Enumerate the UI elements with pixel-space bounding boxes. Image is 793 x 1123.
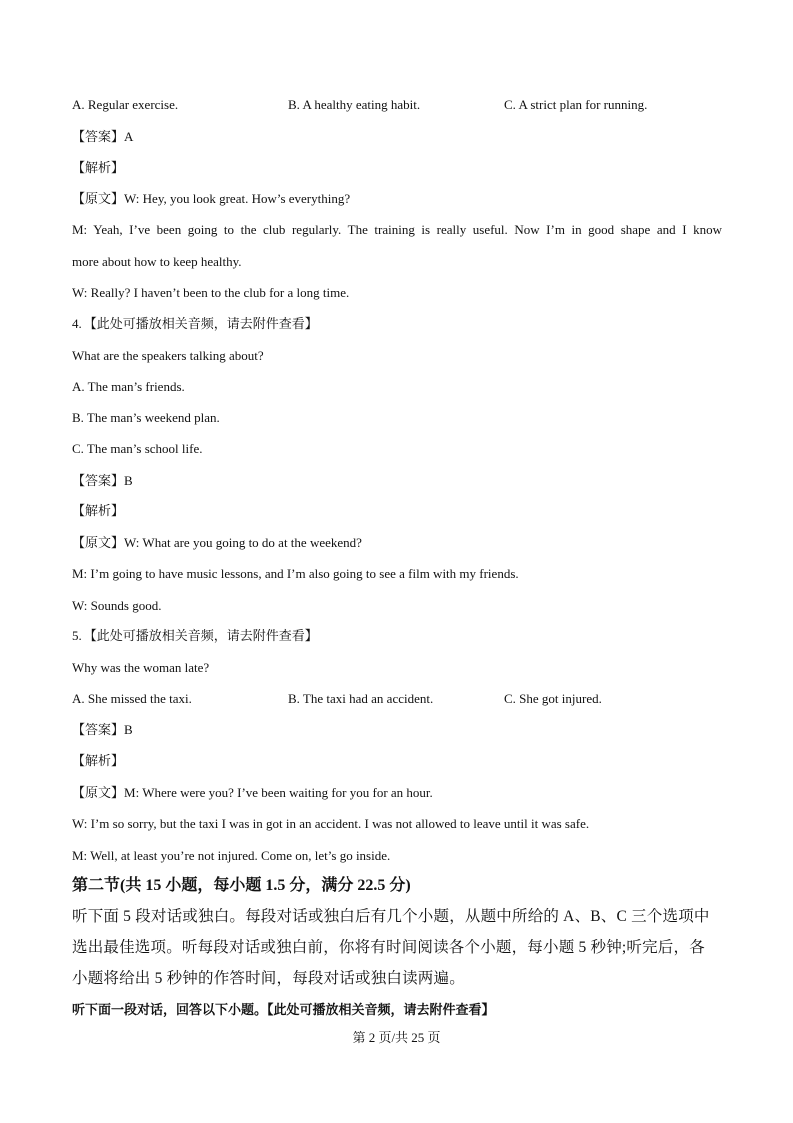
q4-transcript-line2: M: I’m going to have music lessons, and I’m also going to see a film with my friends. xyxy=(72,566,519,581)
q5-header xyxy=(72,628,318,644)
q5-option-b: B. The taxi had an accident. xyxy=(288,691,434,706)
q5-question: Why was the woman late? xyxy=(72,660,210,675)
q4-option-a: A. The man’s friends. xyxy=(72,379,185,394)
q3-option-c: C. A strict plan for running. xyxy=(504,97,648,112)
q4-option-b: B. The man’s weekend plan. xyxy=(72,410,220,425)
q5-answer: 【答案】B xyxy=(72,722,133,737)
q4-transcript-line1: 【原文】W: What are you going to do at the weekend? xyxy=(72,535,362,550)
page-number-footer: 第 2 页/共 25 页 xyxy=(352,1030,441,1045)
q3-option-b: B. A healthy eating habit. xyxy=(288,97,421,112)
q4-analysis-label: 【解析】 xyxy=(72,503,125,518)
q5-option-a: A. She missed the taxi. xyxy=(72,691,192,706)
q4-audio-note: 【此处可播放相关音频，请去附件查看】 xyxy=(83,316,318,331)
q5-number: 5. xyxy=(72,628,82,643)
q4-transcript-line3: W: Sounds good. xyxy=(72,598,162,613)
q5-transcript-line3: M: Well, at least you’re not injured. Come on, let’s go inside. xyxy=(72,848,391,863)
q3-answer: 【答案】A xyxy=(72,129,134,144)
q3-option-a: A. Regular exercise. xyxy=(72,97,179,112)
q3-analysis-label: 【解析】 xyxy=(72,160,125,175)
q4-question: What are the speakers talking about? xyxy=(72,348,264,363)
section2-instruction-line3: 小题将给出 5 秒钟的作答时间，每段对话或独白读两遍。 xyxy=(72,970,465,987)
section2-instruction-line1: 听下面 5 段对话或独白。每段对话或独白后有几个小题，从题中所给的 A、B、C 三个选项中 xyxy=(72,908,710,925)
q4-number: 4. xyxy=(72,316,82,331)
q3-transcript-line4: W: Really? I haven’t been to the club for a long time. xyxy=(72,285,350,300)
q5-audio-note: 【此处可播放相关音频，请去附件查看】 xyxy=(83,628,318,643)
q5-option-c: C. She got injured. xyxy=(504,691,602,706)
section2-title: 第二节(共 15 小题，每小题 1.5 分，满分 22.5 分) xyxy=(72,877,411,894)
q5-transcript-label: 【原文】 xyxy=(72,785,125,800)
section2-instruction-line2: 选出最佳选项。听每段对话或独白前，你将有时间阅读各个小题，每小题 5 秒钟;听完后，各 xyxy=(72,939,705,956)
q5-analysis-label: 【解析】 xyxy=(72,753,125,768)
q5-transcript-line1: 【原文】M: Where were you? I’ve been waiting for you for an hour. xyxy=(72,785,433,800)
q3-transcript-label: 【原文】 xyxy=(72,191,125,206)
q3-transcript-line2: M: Yeah, I’ve been going to the club regularly. The training is really useful. Now I’m in good shape and I know xyxy=(72,222,722,237)
q4-option-c: C. The man’s school life. xyxy=(72,441,203,456)
q4-header xyxy=(72,316,318,332)
q5-transcript-line2: W: I’m so sorry, but the taxi I was in got in an accident. I was not allowed to leave until it was safe. xyxy=(72,816,590,831)
q4-transcript-label: 【原文】 xyxy=(72,535,125,550)
section2-listen-prompt: 听下面一段对话，回答以下小题。【此处可播放相关音频，请去附件查看】 xyxy=(72,1002,495,1017)
q3-transcript-line3: more about how to keep healthy. xyxy=(72,254,242,269)
q4-answer: 【答案】B xyxy=(72,473,133,488)
q3-transcript-line1: 【原文】W: Hey, you look great. How’s everything? xyxy=(72,191,351,206)
